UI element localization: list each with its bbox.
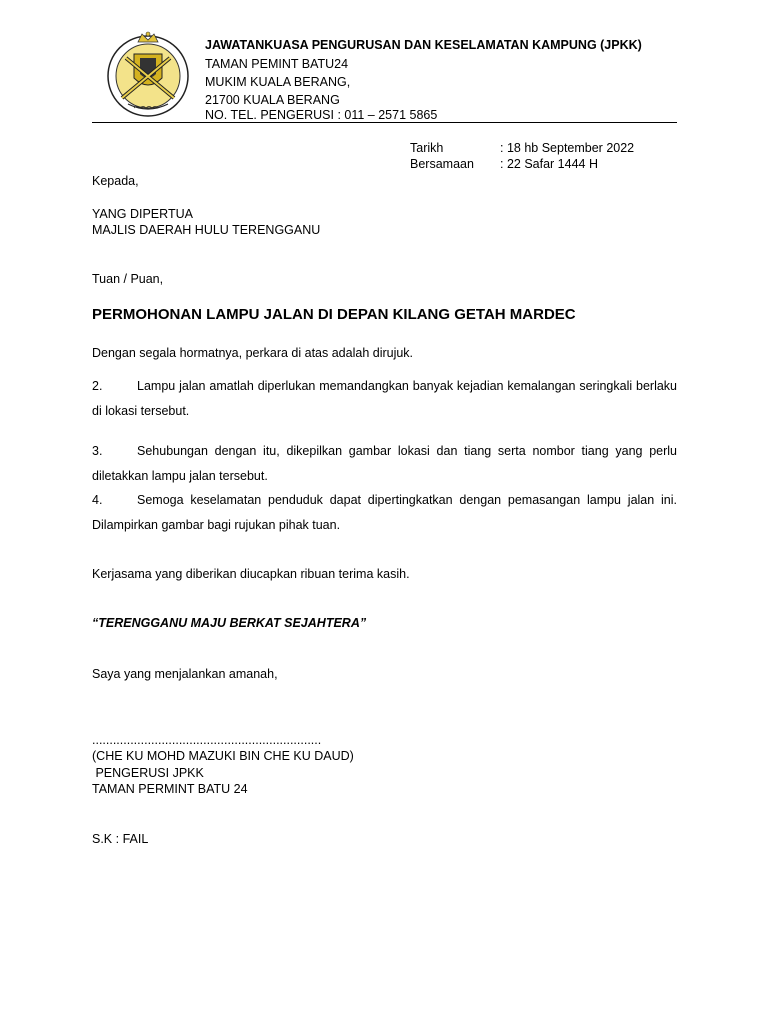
paragraph-4 [92, 488, 677, 538]
paragraph-4-number: 4. [92, 493, 103, 507]
letterhead-divider [92, 122, 677, 123]
signatory-place: TAMAN PERMINT BATU 24 [92, 782, 248, 796]
paragraph-2-text: Lampu jalan amatlah diperlukan memandangkan banyak kejadian kemalangan seringkali berlaku di lokasi tersebut. [92, 379, 677, 418]
kepada: Kepada, [92, 174, 139, 188]
bersamaan-label: Bersamaan [410, 157, 474, 171]
org-name: JAWATANKUASA PENGURUSAN DAN KESELAMATAN KAMPUNG (JPKK) [205, 38, 642, 52]
signature-dotted-line: .................................................................. [92, 733, 322, 747]
paragraph-3-text: Sehubungan dengan itu, dikepilkan gambar lokasi dan tiang serta nombor tiang yang perlu diletakkan lampu jalan tersebut. [92, 444, 677, 483]
thanks-line: Kerjasama yang diberikan diucapkan ribuan terima kasih. [92, 567, 410, 581]
address-line-1: TAMAN PEMINT BATU24 [205, 57, 349, 71]
sk-fail: S.K : FAIL [92, 832, 149, 846]
salutation: Tuan / Puan, [92, 272, 164, 286]
state-crest-logo [100, 28, 196, 120]
tarikh-value: : 18 hb September 2022 [500, 141, 635, 155]
address-line-3: 21700 KUALA BERANG [205, 93, 340, 107]
tarikh-label: Tarikh [410, 141, 444, 155]
intro-paragraph: Dengan segala hormatnya, perkara di atas adalah dirujuk. [92, 346, 414, 360]
paragraph-3-number: 3. [92, 444, 103, 458]
closing-line: Saya yang menjalankan amanah, [92, 667, 278, 681]
date-row-bersamaan [410, 157, 670, 175]
paragraph-4-text: Semoga keselamatan penduduk dapat dipertingkatkan dengan pemasangan lampu jalan ini. Dilampirkan gambar bagi rujukan pihak tuan. [92, 493, 677, 532]
paragraph-3 [92, 439, 677, 489]
paragraph-2-number: 2. [92, 379, 103, 393]
address-line-2: MUKIM KUALA BERANG, [205, 75, 351, 89]
bersamaan-value: : 22 Safar 1444 H [500, 157, 598, 171]
subject-title: PERMOHONAN LAMPU JALAN DI DEPAN KILANG GETAH MARDEC [92, 306, 576, 323]
phone-line: NO. TEL. PENGERUSI : 011 – 2571 5865 [205, 108, 438, 122]
recipient-line-2: MAJLIS DAERAH HULU TERENGGANU [92, 223, 321, 237]
recipient-line-1: YANG DIPERTUA [92, 207, 193, 221]
signatory-title: PENGERUSI JPKK [92, 766, 204, 780]
paragraph-2 [92, 374, 677, 424]
motto: “TERENGGANU MAJU BERKAT SEJAHTERA” [92, 616, 367, 630]
signatory-name: (CHE KU MOHD MAZUKI BIN CHE KU DAUD) [92, 749, 354, 763]
